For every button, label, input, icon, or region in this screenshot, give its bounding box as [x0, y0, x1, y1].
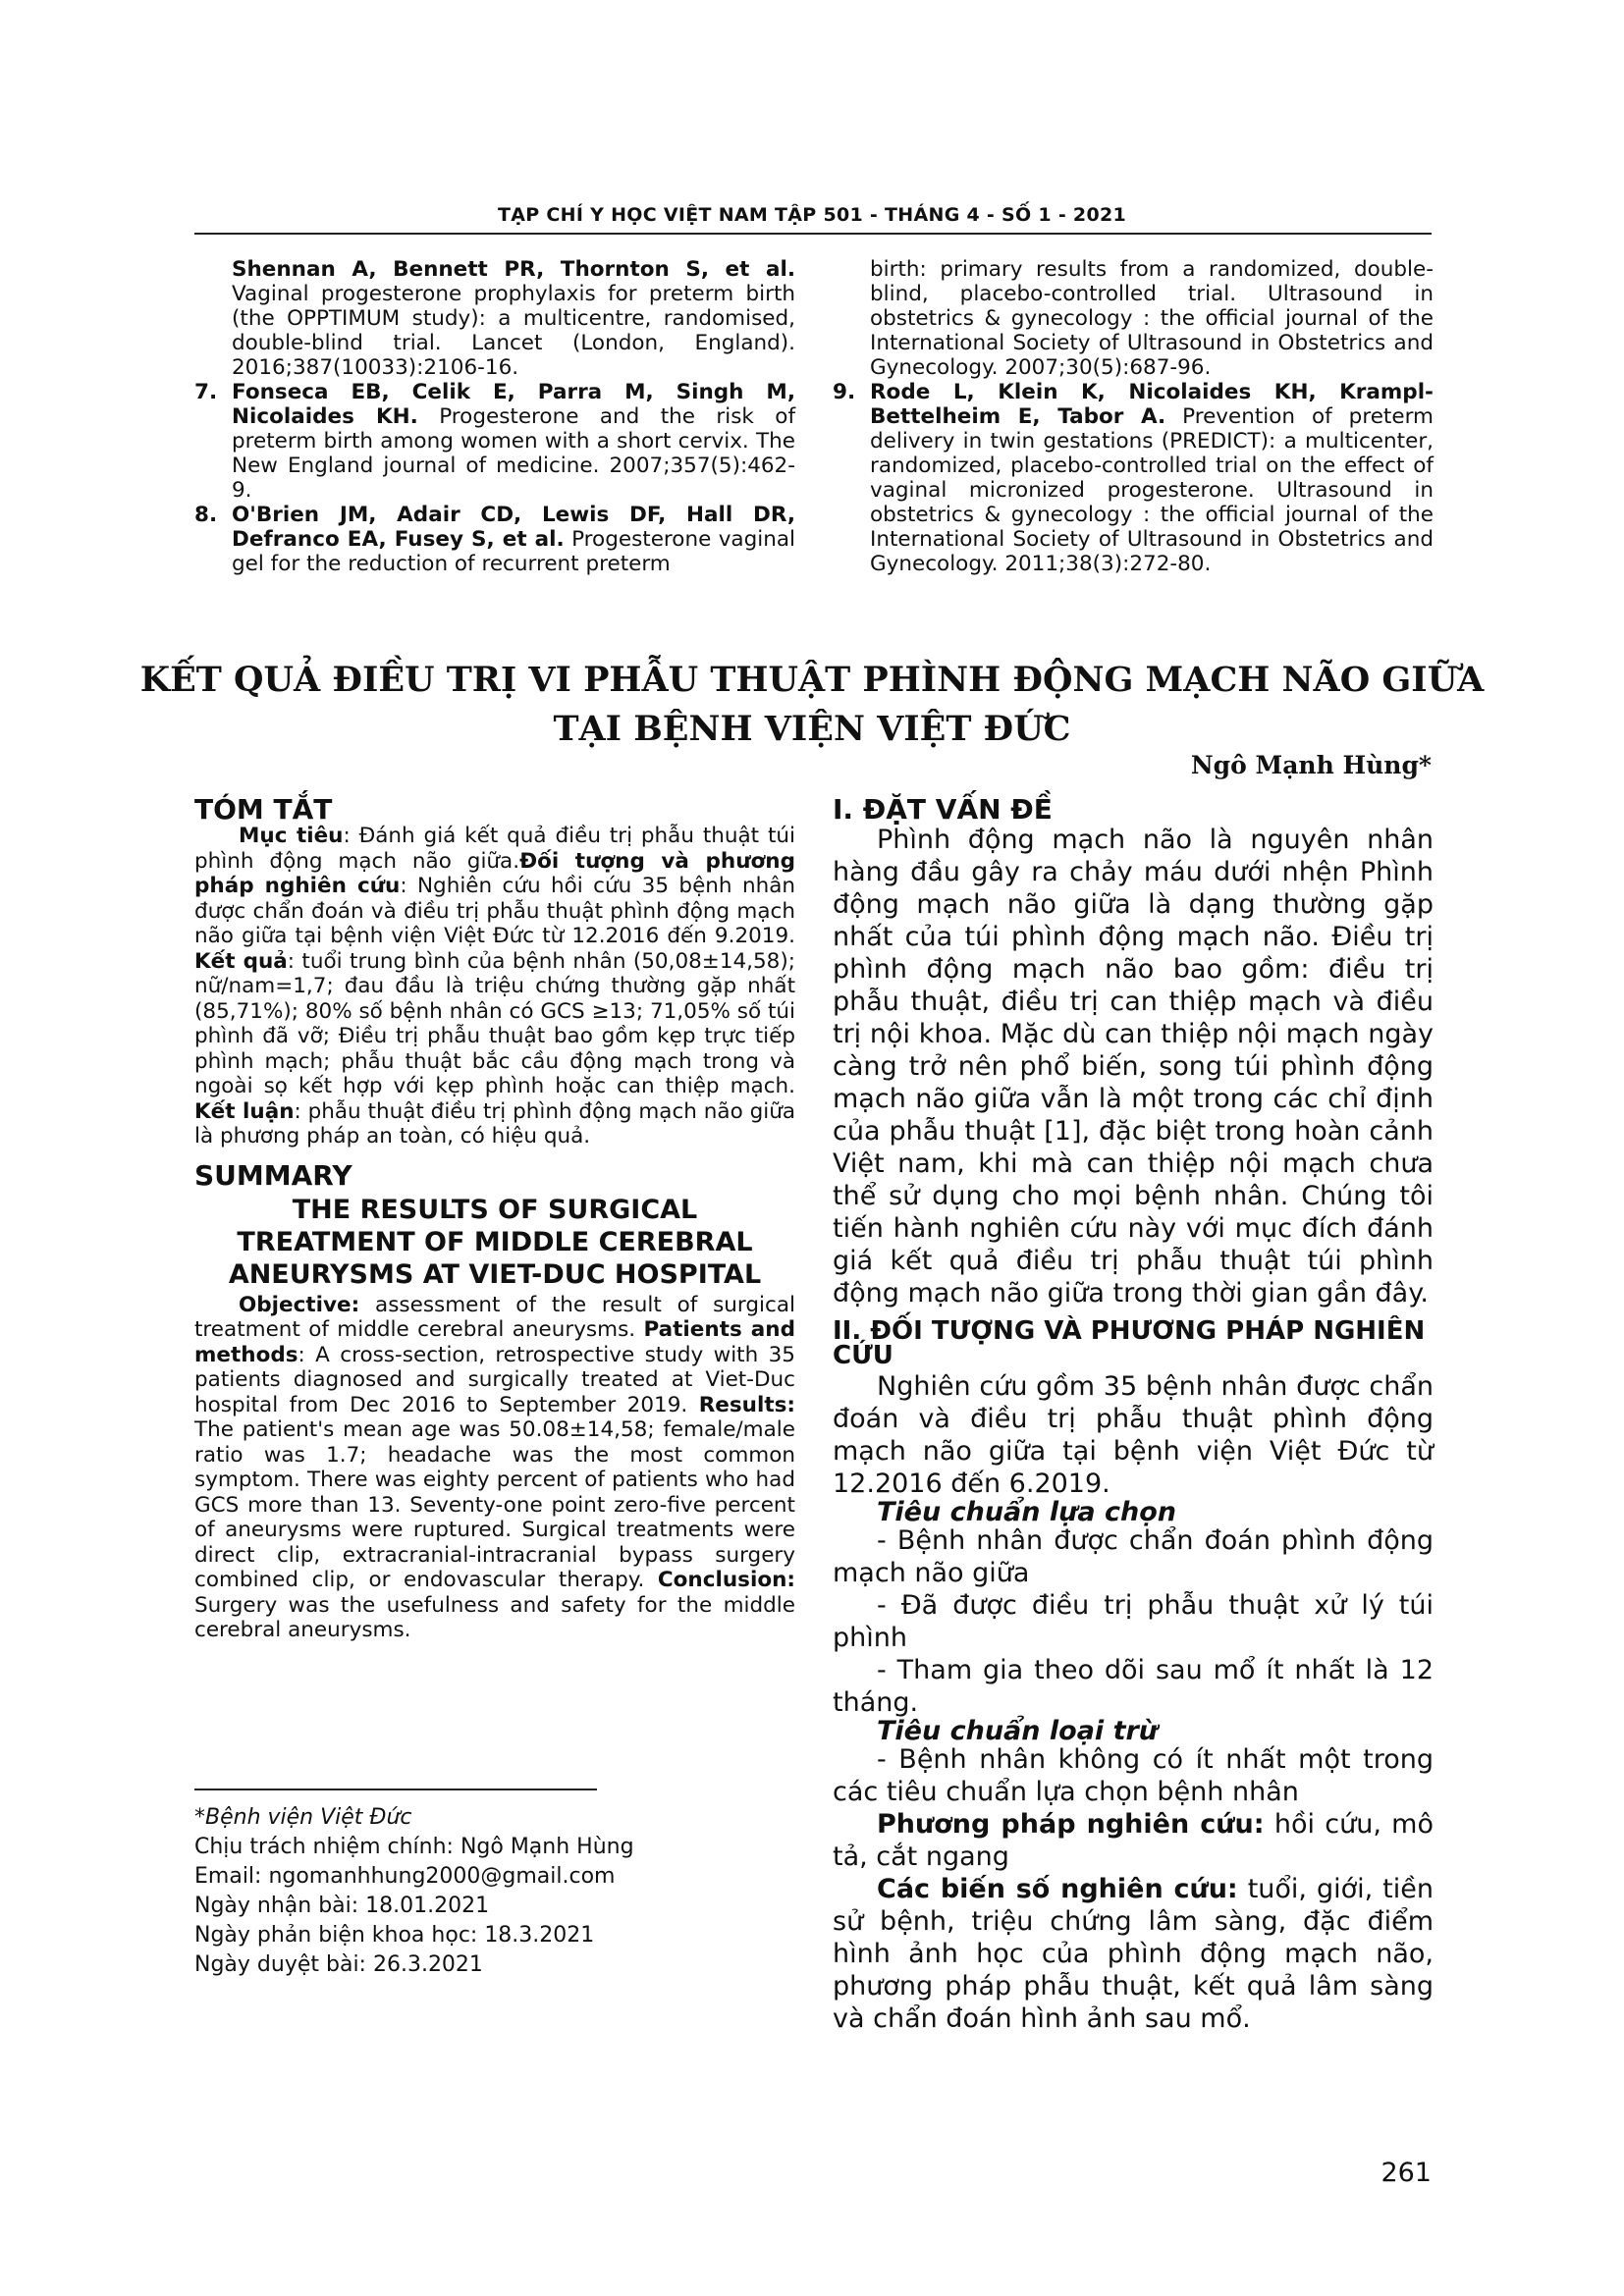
journal-header: TẠP CHÍ Y HỌC VIỆT NAM TẬP 501 - THÁNG 4 - SỐ 1 - 2021 [497, 204, 1127, 226]
article-title-line: TẠI BỆNH VIỆN VIỆT ĐỨC [553, 709, 1071, 749]
section-1-text: Phình động mạch não là nguyên nhân hàng đầu gây ra chảy máu dưới nhện Phình động mạch não giữa là dạng thường gặp nhất của túi phình động mạch não. Điều trị phình động mạch não bao gồm: điều trị phẫu thuật, điều trị can thiệp mạch và điều trị nội khoa. Mặc dù can thiệp nội mạch ngày càng trở nên phổ biến, song túi phình động mạch não giữa vẫn là một trong các chỉ định của phẫu thuật [1], đặc biệt trong hoàn cảnh Việt nam, khi mà can thiệp nội mạch chưa thể sử dụng cho mọi bệnh nhân. Chúng tôi tiến hành nghiên cứu này với mục đích đánh giá kết quả điều trị phẫu thuật túi phình động mạch não giữa trong thời gian gần đây. [833, 825, 1434, 1308]
abstract-heading: TÓM TẮT [194, 793, 333, 826]
article-title-line: KẾT QUẢ ĐIỀU TRỊ VI PHẪU THUẬT PHÌNH ĐỘNG MẠCH NÃO GIỮA [139, 660, 1485, 700]
reference-item [833, 380, 1434, 576]
inclusion-item: - Bệnh nhân được chẩn đoán phình động mạch não giữa [833, 1525, 1434, 1588]
references-left [194, 257, 795, 576]
reference-number: 7. [194, 380, 218, 404]
footnote-responsible: Chịu trách nhiệm chính: Ngô Mạnh Hùng [194, 1835, 634, 1859]
reference-text: Progesterone and the risk of preterm birth among women with a short cervix. The New England journal of medicine. 2007;357(5):462-9. [232, 404, 796, 503]
abstract-column [194, 793, 796, 1643]
summary-conclusion-label: Conclusion: [657, 1568, 795, 1592]
summary-conclusion-text: Surgery was the usefulness and safety for the middle cerebral aneurysms. [194, 1592, 795, 1642]
reference-item [194, 257, 795, 380]
abstract-results-label: Kết quả [194, 948, 288, 974]
section-2-heading: II. ĐỐI TƯỢNG VÀ PHƯƠNG PHÁP NGHIÊN CỨU [833, 1316, 1426, 1370]
abstract-objective-text: : Đánh giá kết quả điều trị phẫu thuật túi phình động mạch não giữa. [194, 824, 796, 874]
footnote-reviewed: Ngày phản biện khoa học: 18.3.2021 [194, 1923, 595, 1948]
article-title [0, 656, 1624, 754]
article-author: Ngô Mạnh Hùng* [1190, 751, 1432, 779]
footnote-approved: Ngày duyệt bài: 26.3.2021 [194, 1952, 483, 1977]
reference-item [833, 257, 1434, 380]
reference-text: Vaginal progesterone prophylaxis for preterm birth (the OPPTIMUM study): a multicentre, randomised, double-blind trial. Lancet (London, England). 2016;387(10033):2106-16. [232, 282, 795, 380]
method-paragraph [833, 1808, 1434, 1873]
reference-number: 8. [194, 503, 218, 527]
reference-authors: Fonseca EB, Celik E, Parra M, Singh M, Nicolaides KH. [232, 380, 795, 429]
summary-results-text: The patient's mean age was 50.08±14,58; female/male ratio was 1.7; headache was the most common symptom. There was eighty percent of patients who had GCS more than 13. Seventy-one point zero-five percent of aneurysms were ruptured. Surgical treatments were direct clip, extracranial-intracranial bypass surgery combined clip, or endovascular therapy. [194, 1417, 795, 1592]
summary-objective-label: Objective: [239, 1292, 360, 1317]
summary-results-label: Results: [698, 1392, 796, 1417]
inclusion-item: - Tham gia theo dõi sau mổ ít nhất là 12 tháng. [833, 1655, 1434, 1718]
page-number: 261 [1380, 2158, 1432, 2188]
abstract-results-text: : tuổi trung bình của bệnh nhân (50,08±14,58); nữ/nam=1,7; đau đầu là triệu chứng thường gặp nhất (85,71%); 80% số bệnh nhân có GCS ≥13; 71,05% số túi phình đã vỡ; Điều trị phẫu thuật bao gồm kẹp trực tiếp phình mạch; phẫu thuật bắc cầu động mạch trong và ngoài sọ kết hợp với kẹp phình hoặc can thiệp mạch. [194, 948, 795, 1098]
method-text: hồi cứu, mô tả, cắt ngang [833, 1809, 1435, 1872]
reference-text: birth: primary results from a randomized, double-blind, placebo-controlled trial. Ultrasound in obstetrics & gynecology : the official journal of the International Society of Ultrasound in Obstetrics and Gynecology. 2007;30(5):687-96. [870, 257, 1434, 380]
summary-heading: SUMMARY [194, 1158, 352, 1192]
footnote-rule [194, 1789, 597, 1790]
section-1-heading: I. ĐẶT VẤN ĐỀ [833, 793, 1053, 826]
exclusion-heading: Tiêu chuẩn loại trừ [877, 1716, 1159, 1746]
abstract-methods-label: Đối tượng và phương pháp nghiên cứu [194, 848, 795, 898]
summary-objective-text: assessment of the result of surgical treatment of middle cerebral aneurysms. [194, 1292, 795, 1342]
footnote-received: Ngày nhận bài: 18.01.2021 [194, 1894, 490, 1918]
summary-methods-label: Patients and methods [194, 1317, 795, 1367]
reference-text: Prevention of preterm delivery in twin gestations (PREDICT): a multicenter, randomized, placebo-controlled trial on the effect of vaginal micronized progesterone. Ultrasound in obstetrics & gynecology : the official journal of the International Society of Ultrasound in Obstetrics and Gynecology. 2011;38(3):272-80. [870, 404, 1434, 576]
variables-text: tuổi, giới, tiền sử bệnh, triệu chứng lâm sàng, đặc điểm hình ảnh học của phình động mạch não, phương pháp phẫu thuật, kết quả lâm sàng và chẩn đoán hình ảnh sau mổ. [833, 1874, 1434, 2034]
reference-authors: O'Brien JM, Adair CD, Lewis DF, Hall DR, Defranco EA, Fusey S, et al. [232, 503, 795, 552]
header-rule [194, 233, 1432, 235]
inclusion-heading: Tiêu chuẩn lựa chọn [877, 1497, 1176, 1527]
body-column [833, 793, 1435, 2035]
reference-item [194, 380, 795, 503]
abstract-objective-label: Mục tiêu [239, 824, 344, 848]
summary-methods-text: : A cross-section, retrospective study with 35 patients diagnosed and surgically treated at Viet-Duc hospital from Dec 2016 to September 2019. [194, 1342, 795, 1417]
inclusion-item: - Đã được điều trị phẫu thuật xử lý túi phình [833, 1590, 1434, 1653]
section-2-intro: Nghiên cứu gồm 35 bệnh nhân được chẩn đoán và điều trị phẫu thuật phình động mạch não giữa tại bệnh viện Việt Đức từ 12.2016 đến 6.2019. [833, 1371, 1434, 1499]
variables-paragraph [833, 1873, 1434, 2035]
abstract-vi-text [194, 824, 795, 1149]
reference-item [194, 503, 795, 576]
footnote-affiliation: *Bệnh viện Việt Đức [194, 1805, 412, 1830]
abstract-conclusion-label: Kết luận [194, 1098, 295, 1124]
variables-label: Các biến số nghiên cứu: [877, 1874, 1238, 1904]
abstract-methods-text: : Nghiên cứu hồi cứu 35 bệnh nhân được chẩn đoán và điều trị phẫu thuật phình động mạch não giữa tại bệnh viện Việt Đức từ 12.2016 đến 9.2019. [194, 874, 795, 948]
exclusion-item: - Bệnh nhân không có ít nhất một trong các tiêu chuẩn lựa chọn bệnh nhân [833, 1744, 1434, 1807]
summary-title: THE RESULTS OF SURGICAL TREATMENT OF MIDDLE CEREBRAL ANEURYSMS AT VIET-DUC HOSPITAL [228, 1194, 762, 1290]
footnote [194, 1803, 634, 1980]
references-right [833, 257, 1434, 576]
method-label: Phương pháp nghiên cứu: [877, 1809, 1265, 1840]
reference-authors: Rode L, Klein K, Nicolaides KH, Krampl-Bettelheim E, Tabor A. [870, 380, 1434, 429]
reference-number: 9. [833, 380, 856, 404]
reference-text: Progesterone vaginal gel for the reduction of recurrent preterm [232, 527, 795, 576]
summary-en-text [194, 1293, 795, 1643]
reference-authors: Shennan A, Bennett PR, Thornton S, et al. [232, 257, 795, 282]
footnote-email: Email: ngomanhhung2000@gmail.com [194, 1864, 616, 1889]
abstract-conclusion-text: : phẫu thuật điều trị phình động mạch não giữa là phương pháp an toàn, có hiệu quả. [194, 1098, 795, 1148]
